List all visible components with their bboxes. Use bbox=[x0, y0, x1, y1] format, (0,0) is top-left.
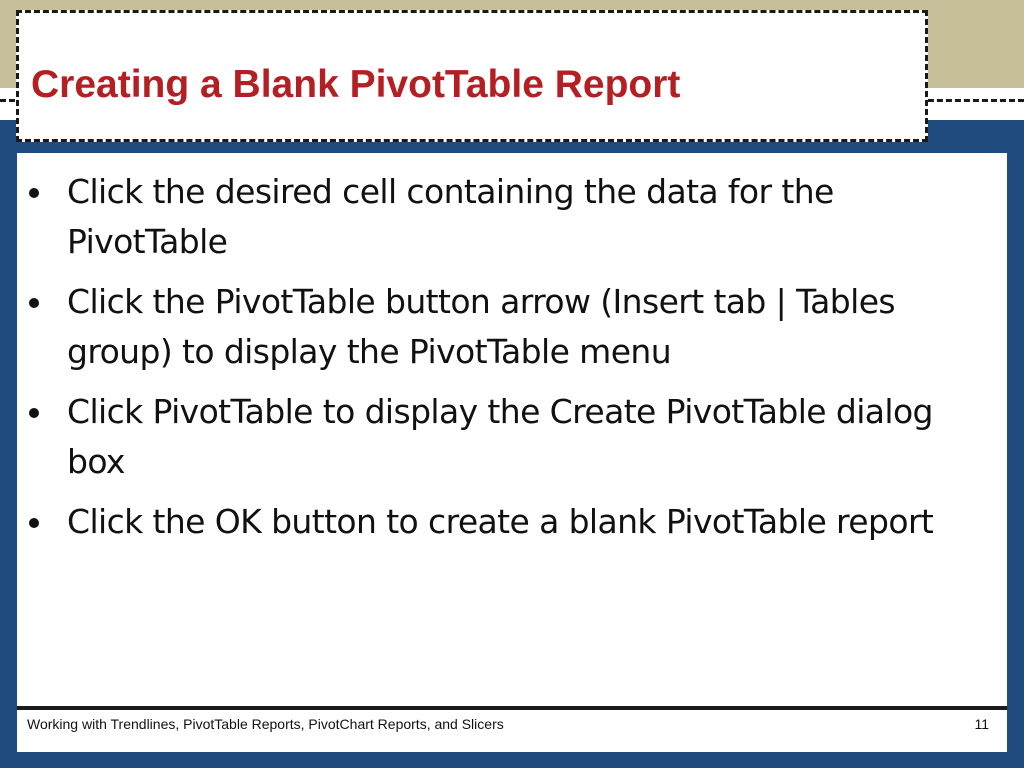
content-panel bbox=[17, 153, 1007, 706]
bullet-text: Click the desired cell containing the data for the PivotTable bbox=[67, 172, 834, 261]
bullet-item bbox=[17, 387, 977, 487]
bullet-text: Click the OK button to create a blank PivotTable report bbox=[67, 502, 934, 541]
bullet-text: Click the PivotTable button arrow (Insert tab | Tables group) to display the PivotTable menu bbox=[67, 282, 896, 371]
bullet-icon bbox=[29, 298, 39, 308]
bullet-item bbox=[17, 277, 977, 377]
bullet-icon bbox=[29, 518, 39, 528]
footer bbox=[17, 710, 1007, 752]
bullet-list bbox=[17, 167, 977, 557]
bullet-icon bbox=[29, 408, 39, 418]
slide-title: Creating a Blank PivotTable Report bbox=[31, 63, 681, 106]
bullet-text: Click PivotTable to display the Create PivotTable dialog box bbox=[67, 392, 933, 481]
page-number: 11 bbox=[974, 716, 989, 732]
footer-text: Working with Trendlines, PivotTable Reports, PivotChart Reports, and Slicers bbox=[27, 716, 504, 732]
bullet-icon bbox=[29, 188, 39, 198]
bullet-item bbox=[17, 167, 977, 267]
bullet-item bbox=[17, 497, 977, 547]
title-placeholder bbox=[16, 10, 928, 142]
